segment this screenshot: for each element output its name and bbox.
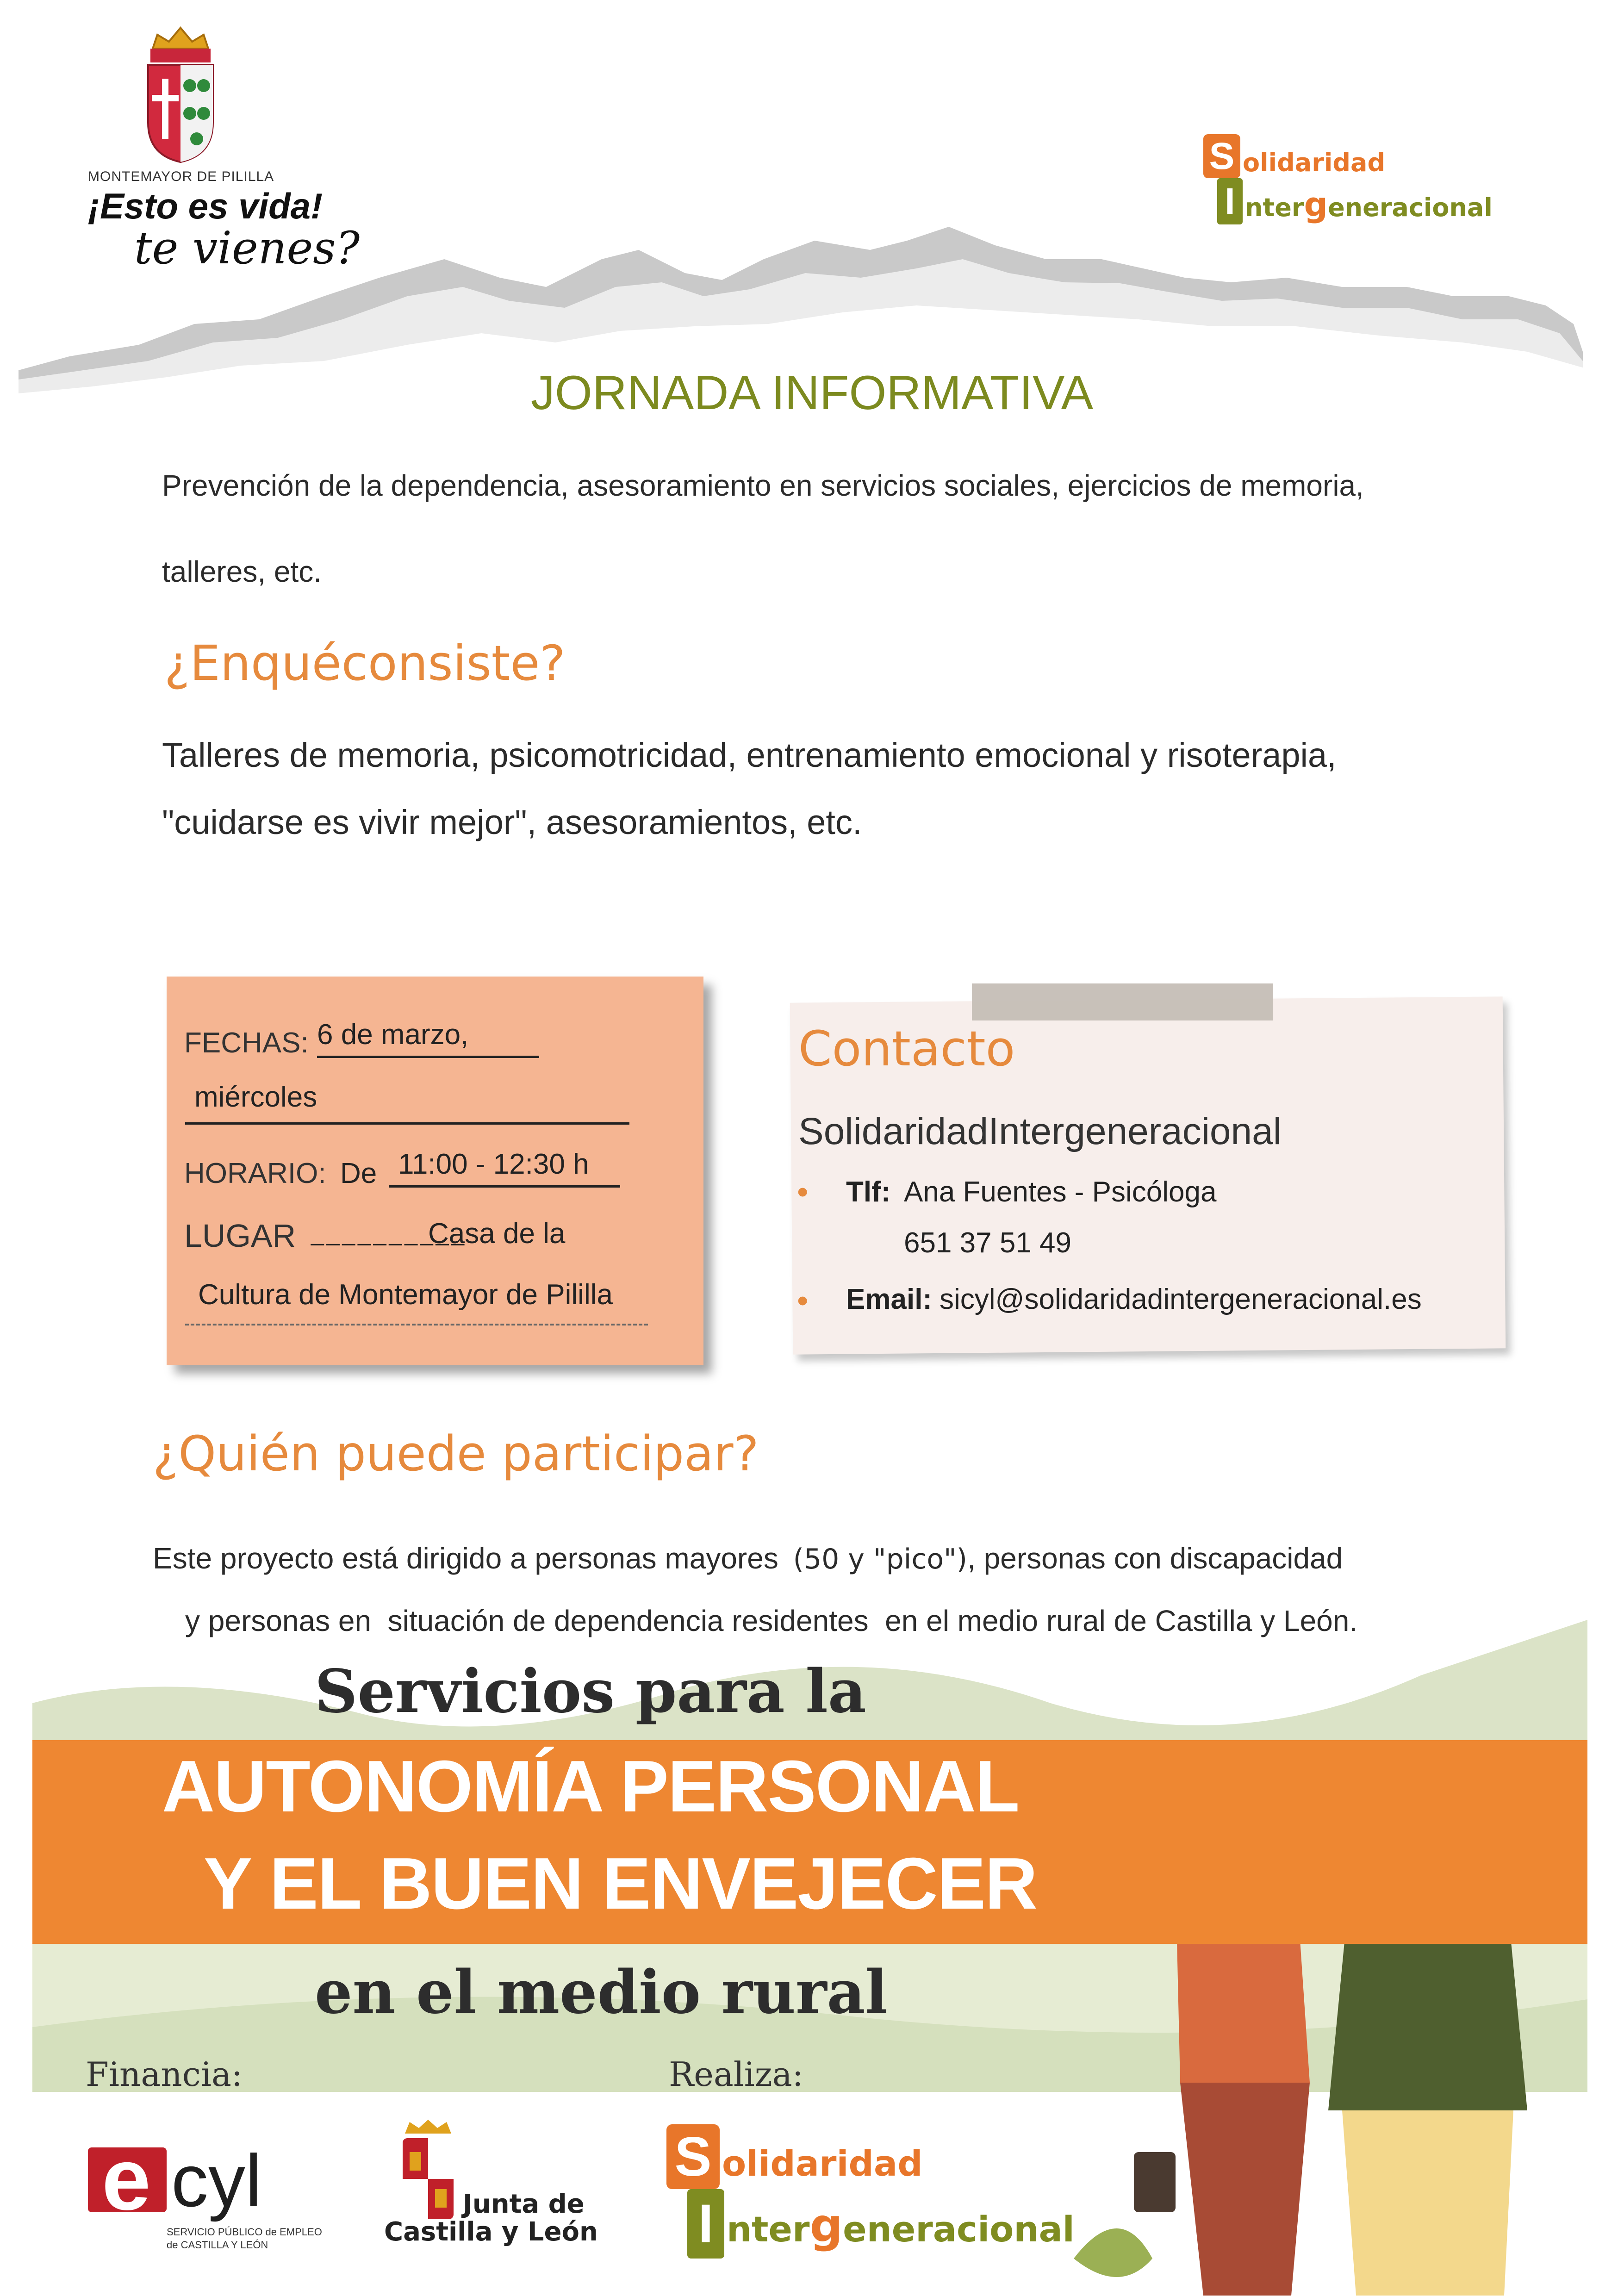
logo-letter-s: S (674, 2126, 712, 2188)
section-what-line-2: "cuidarse es vivir mejor", asesoramientos, etc. (162, 803, 862, 841)
contact-organization: SolidaridadIntergeneracional (798, 1110, 1282, 1152)
who-line-1-part-c: , personas con discapacidad (967, 1542, 1343, 1575)
coat-of-arms-logo (139, 25, 222, 164)
fechas-value: 6 de marzo, (317, 1018, 539, 1058)
lugar-dashes: _ _ _ _ _ _ _ _ _ _ (311, 1220, 463, 1246)
fechas-underline (185, 1122, 629, 1125)
section-who-line-2: y personas en situación de dependencia residentes en el medio rural de Castilla y León. (185, 1604, 1358, 1637)
logo-letter-s: S (1209, 135, 1235, 177)
tape-decoration (972, 983, 1273, 1020)
horario-value: 11:00 - 12:30 h (389, 1148, 620, 1188)
jcyl-line-1: Junta de (463, 2189, 585, 2219)
solidaridad-intergeneracional-logo (1203, 134, 1493, 236)
solidaridad-intergeneracional-logo-bottom (666, 2124, 1075, 2263)
lugar-label: LUGAR (184, 1218, 296, 1254)
section-what-line-1: Talleres de memoria, psicomotricidad, entrenamiento emocional y risoterapia, (162, 736, 1337, 774)
fechas-label: FECHAS: (184, 1027, 309, 1059)
bullet-icon: • (797, 1174, 809, 1210)
contact-heading: Contacto (798, 1020, 1015, 1077)
logo-letter-i: I (1225, 180, 1235, 222)
logo-word-part-g: g (1304, 185, 1328, 224)
banner-line-2: AUTONOMÍA PERSONAL (162, 1746, 1019, 1827)
lugar-value-2: Cultura de Montemayor de Pililla (198, 1279, 613, 1311)
castilla-leon-shield-icon (398, 2120, 458, 2226)
intro-line-1: Prevención de la dependencia, asesoramiento en servicios sociales, ejercicios de memoria, (162, 469, 1364, 502)
logo-word-intergeneracional (727, 2198, 1075, 2252)
junta-castilla-leon-logo (380, 2120, 639, 2259)
who-line-1-part-a: Este proyecto está dirigido a personas mayores (153, 1542, 778, 1575)
logo-word-part-g: g (809, 2198, 843, 2252)
ecyl-e-letter: e (102, 2130, 151, 2228)
email-label: Email: (846, 1283, 933, 1315)
municipality-name: MONTEMAYOR DE PILILLA (88, 169, 274, 184)
logo-letter-i: I (698, 2193, 714, 2254)
logo-word-part-a: nter (727, 2209, 810, 2250)
logo-word-part-a: nter (1245, 193, 1304, 222)
horario-de: De (340, 1157, 377, 1189)
logo-word-solidaridad: olidaridad (722, 2143, 923, 2184)
banner-line-1: Servicios para la (315, 1657, 866, 1726)
horario-label: HORARIO: (184, 1157, 326, 1189)
logo-word-intergeneracional (1245, 185, 1493, 224)
ecyl-rest: cyl (171, 2139, 262, 2222)
banner-line-4: en el medio rural (315, 1958, 888, 2027)
slogan-line-1: ¡Esto es vida! (88, 186, 323, 226)
intro-line-2: talleres, etc. (162, 555, 322, 588)
tlf-number: 651 37 51 49 (904, 1227, 1072, 1259)
realiza-label: Realiza: (669, 2055, 803, 2094)
email-value[interactable]: sicyl@solidaridadintergeneracional.es (940, 1283, 1422, 1315)
banner-line-3: Y EL BUEN ENVEJECER (204, 1843, 1037, 1924)
logo-word-part-c: eneracional (1328, 193, 1493, 222)
page-title: JORNADA INFORMATIVA (530, 366, 1094, 420)
financia-label: Financia: (86, 2055, 243, 2094)
lugar-dashed-line (185, 1324, 648, 1325)
ecyl-logo (83, 2130, 342, 2259)
bullet-icon: • (797, 1282, 809, 1319)
who-line-1-part-b: (50 y "pico") (793, 1543, 968, 1575)
tlf-name: Ana Fuentes - Psicóloga (904, 1176, 1217, 1208)
ecyl-subtitle-1: SERVICIO PÚBLICO de EMPLEO (167, 2226, 322, 2238)
ecyl-subtitle-2: de CASTILLA Y LEÓN (167, 2239, 268, 2251)
lugar-value: Casa de la (428, 1218, 566, 1250)
tlf-label: Tlf: (846, 1176, 891, 1208)
section-heading-who: ¿Quién puede participar? (153, 1425, 759, 1482)
logo-word-solidaridad: olidaridad (1243, 148, 1386, 177)
logo-word-part-c: eneracional (843, 2209, 1075, 2250)
section-heading-what: ¿Enquéconsiste? (164, 635, 566, 691)
section-who-line-1 (153, 1541, 1343, 1575)
slogan-line-2: te vienes? (134, 222, 360, 274)
fechas-value-2: miércoles (194, 1081, 317, 1113)
jcyl-line-2: Castilla y León (384, 2217, 598, 2247)
